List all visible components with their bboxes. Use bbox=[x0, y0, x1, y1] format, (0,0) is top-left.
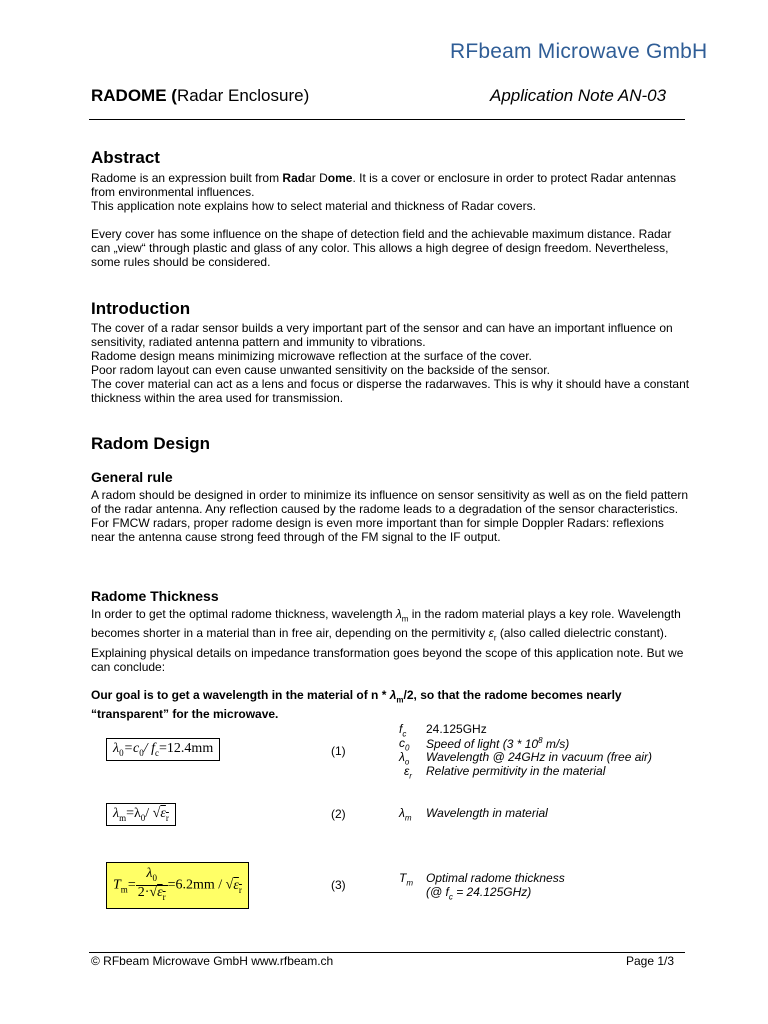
legend-lambda0-description: Wavelength @ 24GHz in vacuum (free air) bbox=[426, 750, 653, 764]
equation-2-number: (2) bbox=[331, 807, 346, 821]
legend-tm-description: Optimal radome thickness bbox=[426, 871, 565, 885]
abstract-heading: Abstract bbox=[91, 148, 160, 167]
footer-divider bbox=[89, 952, 685, 953]
legend-c0-symbol: $c_0$ bbox=[399, 736, 410, 753]
legend-c0-description: Speed of light ($3 * 10^8$ m/s) bbox=[426, 736, 570, 751]
abstract-paragraph-2: This application note explains how to select material and thickness of Radar covers. bbox=[91, 199, 536, 213]
introduction-body bbox=[91, 321, 691, 405]
company-brand: RFbeam Microwave GmbH bbox=[450, 40, 708, 63]
radom-design-heading: Radom Design bbox=[91, 434, 211, 453]
equation-3-fraction: $\frac{\lambda_0}{2\cdot√\varepsilon_r}$ bbox=[137, 866, 166, 902]
radome-thickness-heading: Radome Thickness bbox=[91, 588, 219, 604]
legend-fc-description: 24.125GHz bbox=[426, 722, 487, 736]
general-rule-heading: General rule bbox=[91, 469, 173, 485]
intro-paragraph-1: The cover of a radar sensor builds a very important part of the sensor and can have an important influence on sensitivity, radiated antenna pattern and immunity to vibrations. bbox=[91, 321, 673, 349]
legend-lambdam-description: Wavelength in material bbox=[426, 806, 548, 820]
goal-statement: Our goal is to get a wavelength in the material of n * $\lambda_m/2$, so that the radome becomes nearly “transparent” for the microwave. bbox=[91, 687, 622, 722]
equation-2-box: $\lambda_m=\lambda_0/$ $√\varepsilon_r$ bbox=[106, 803, 176, 826]
abstract-paragraph-3: Every cover has some influence on the shape of detection field and the achievable maximum distance. Radar can „view“ through plastic and glass of any color. This allows a high degree of design freedom. Nevertheless, some rules should be considered. bbox=[91, 227, 672, 269]
header-divider bbox=[89, 119, 685, 120]
radome-thickness-body bbox=[91, 607, 691, 721]
legend-lambdam-symbol: $\lambda_m$ bbox=[399, 806, 412, 823]
equation-1-box: $\lambda_0=c_0/$ $f_c=12.4mm$ bbox=[106, 738, 220, 761]
equation-3-number: (3) bbox=[331, 878, 346, 892]
thickness-paragraph: In order to get the optimal radome thickness, wavelength $\lambda_m$ in the radom material plays a key role. Wavelength becomes shorter in a material than in free air, depending on the permitivity $\varepsilon_r$ (also called dielectric constant). Explaining physical details on impedance transformation goes beyond the scope of this application note. But we can conclude: bbox=[91, 607, 684, 674]
legend-epsilon-description: Relative permitivity in the material bbox=[426, 764, 606, 778]
legend-tm-condition: (@ $f_c = 24.125GHz$) bbox=[426, 885, 532, 902]
footer-page-number: Page 1/3 bbox=[626, 954, 675, 968]
legend-lambda0-symbol: $\lambda_o$ bbox=[399, 750, 410, 767]
legend-epsilon-symbol: $\varepsilon_r$ bbox=[404, 764, 412, 781]
introduction-heading: Introduction bbox=[91, 299, 191, 318]
footer-copyright: © RFbeam Microwave GmbH www.rfbeam.ch bbox=[91, 954, 334, 968]
intro-paragraph-4: The cover material can act as a lens and focus or disperse the radarwaves. This is why it should have a constant thickness within the area used for transmission. bbox=[91, 377, 690, 405]
intro-paragraph-3: Poor radom layout can even cause unwanted sensitivity on the backside of the sensor. bbox=[91, 363, 550, 377]
general-rule-paragraph: A radom should be designed in order to minimize its influence on sensor sensitivity as well as on the field pattern of the radar antenna. Any reflection caused by the radome leads to a degradation of the sensor characteristics. For FMCW radars, proper radome design is even more important than for simple Doppler Radars: reflexions near the antenna cause strong feed through of the FM signal to the IF output. bbox=[91, 488, 688, 544]
document-title: RADOME (Radar Enclosure) bbox=[91, 86, 310, 105]
equation-1-number: (1) bbox=[331, 744, 346, 758]
intro-paragraph-2: Radome design means minimizing microwave reflection at the surface of the cover. bbox=[91, 349, 532, 363]
abstract-body bbox=[91, 171, 691, 269]
equation-3-box: $T_m=$ $\frac{\lambda_0}{2\cdot√\varepsilon_r}$ $=6.2mm / √\varepsilon_r$ bbox=[106, 862, 249, 909]
general-rule-body bbox=[91, 488, 691, 544]
legend-tm-symbol: $T_m$ bbox=[399, 871, 414, 888]
application-note-label: Application Note AN-03 bbox=[490, 86, 667, 105]
abstract-paragraph-1: Radome is an expression built from Radar Dome. It is a cover or enclosure in order to protect Radar antennas from environmental influences. bbox=[91, 171, 676, 199]
legend-fc-symbol: $f_c$ bbox=[399, 722, 407, 739]
